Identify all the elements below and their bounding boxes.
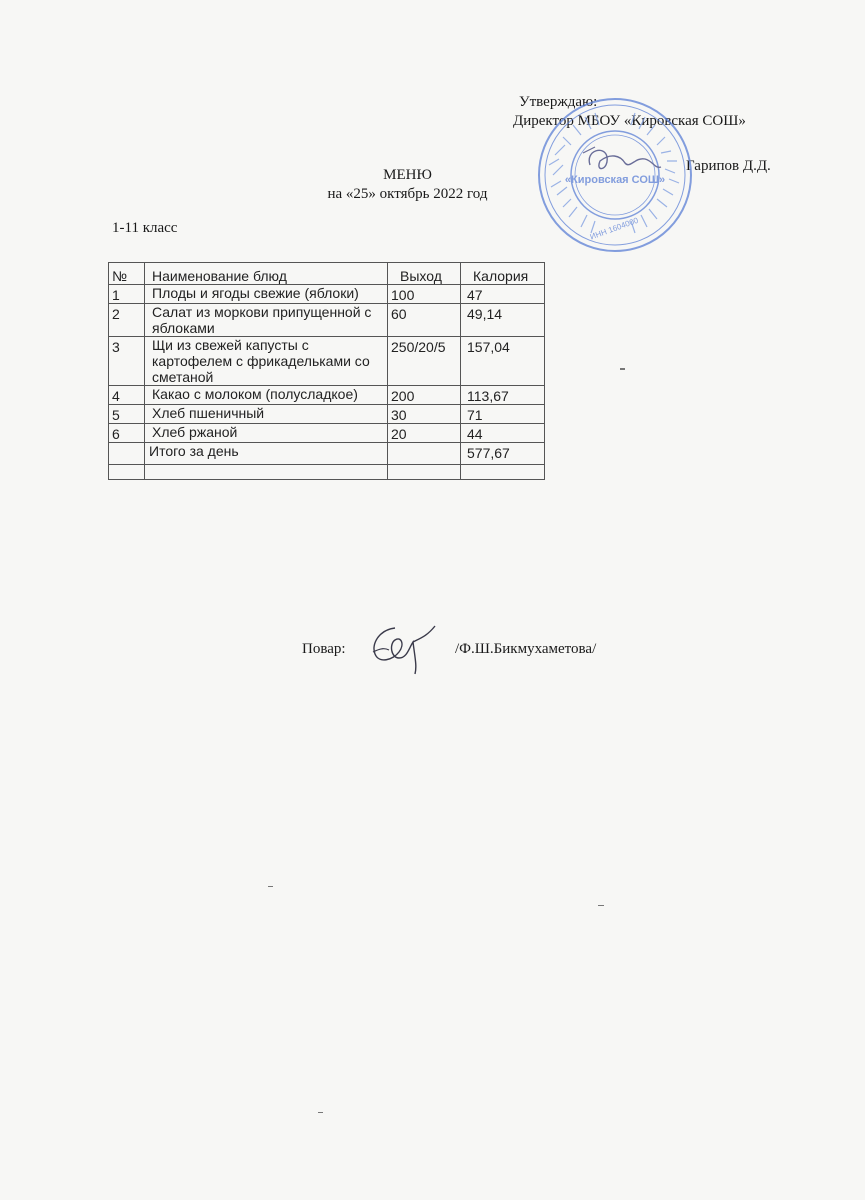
row-output: 250/20/5 — [388, 337, 461, 386]
menu-table — [108, 262, 545, 480]
empty-cell — [109, 465, 145, 480]
row-dish-name: Хлеб ржаной — [145, 424, 388, 443]
row-number: 3 — [109, 337, 145, 386]
table-row — [109, 304, 545, 337]
row-number: 2 — [109, 304, 145, 337]
table-header-row — [109, 263, 545, 285]
cook-signature-icon — [365, 618, 445, 680]
menu-title-block — [0, 166, 865, 204]
table-row — [109, 424, 545, 443]
cook-name: /Ф.Ш.Бикмухаметова/ — [455, 641, 597, 657]
total-label: Итого за день — [145, 443, 388, 465]
approval-title: Утверждаю: — [519, 94, 598, 110]
row-calories: 47 — [461, 285, 545, 304]
row-number: 1 — [109, 285, 145, 304]
stamp-text: «Кировская СОШ» — [564, 174, 666, 186]
scan-speck — [620, 368, 625, 370]
column-header-number: № — [109, 263, 145, 285]
empty-cell — [388, 465, 461, 480]
row-calories: 44 — [461, 424, 545, 443]
scan-speck — [318, 1112, 323, 1113]
total-row — [109, 443, 545, 465]
table-row — [109, 337, 545, 386]
column-header-output: Выход — [388, 263, 461, 285]
stamp-inn: ИНН 1604000 — [588, 215, 640, 242]
row-dish-name: Щи из свежей капусты с картофелем с фрикадельками со сметаной — [145, 337, 388, 386]
row-dish-name: Хлеб пшеничный — [145, 405, 388, 424]
director-name: Гарипов Д.Д. — [686, 158, 771, 174]
row-calories: 49,14 — [461, 304, 545, 337]
table-row — [109, 405, 545, 424]
column-header-name: Наименование блюд — [145, 263, 388, 285]
class-label: 1-11 класс — [112, 220, 178, 236]
row-calories: 71 — [461, 405, 545, 424]
row-output: 30 — [388, 405, 461, 424]
scan-speck — [268, 886, 273, 887]
total-calories: 577,67 — [461, 443, 545, 465]
row-output: 100 — [388, 285, 461, 304]
table-row — [109, 386, 545, 405]
menu-date: на «25» октябрь 2022 год — [327, 186, 488, 202]
row-dish-name: Салат из моркови припущенной с яблоками — [145, 304, 388, 337]
row-dish-name: Плоды и ягоды свежие (яблоки) — [145, 285, 388, 304]
menu-title: МЕНЮ — [383, 167, 432, 183]
row-calories: 113,67 — [461, 386, 545, 405]
row-number: 5 — [109, 405, 145, 424]
row-output: 200 — [388, 386, 461, 405]
cook-label: Повар: — [302, 641, 346, 657]
row-calories: 157,04 — [461, 337, 545, 386]
row-dish-name: Какао с молоком (полусладкое) — [145, 386, 388, 405]
row-number: 6 — [109, 424, 145, 443]
empty-cell — [145, 465, 388, 480]
total-number-cell — [109, 443, 145, 465]
row-output: 60 — [388, 304, 461, 337]
total-output-cell — [388, 443, 461, 465]
scan-speck — [598, 905, 604, 906]
empty-cell — [461, 465, 545, 480]
row-output: 20 — [388, 424, 461, 443]
row-number: 4 — [109, 386, 145, 405]
table-row — [109, 285, 545, 304]
empty-row — [109, 465, 545, 480]
column-header-calories: Калория — [461, 263, 545, 285]
approval-position: Директор МБОУ «Кировская СОШ» — [513, 113, 746, 129]
